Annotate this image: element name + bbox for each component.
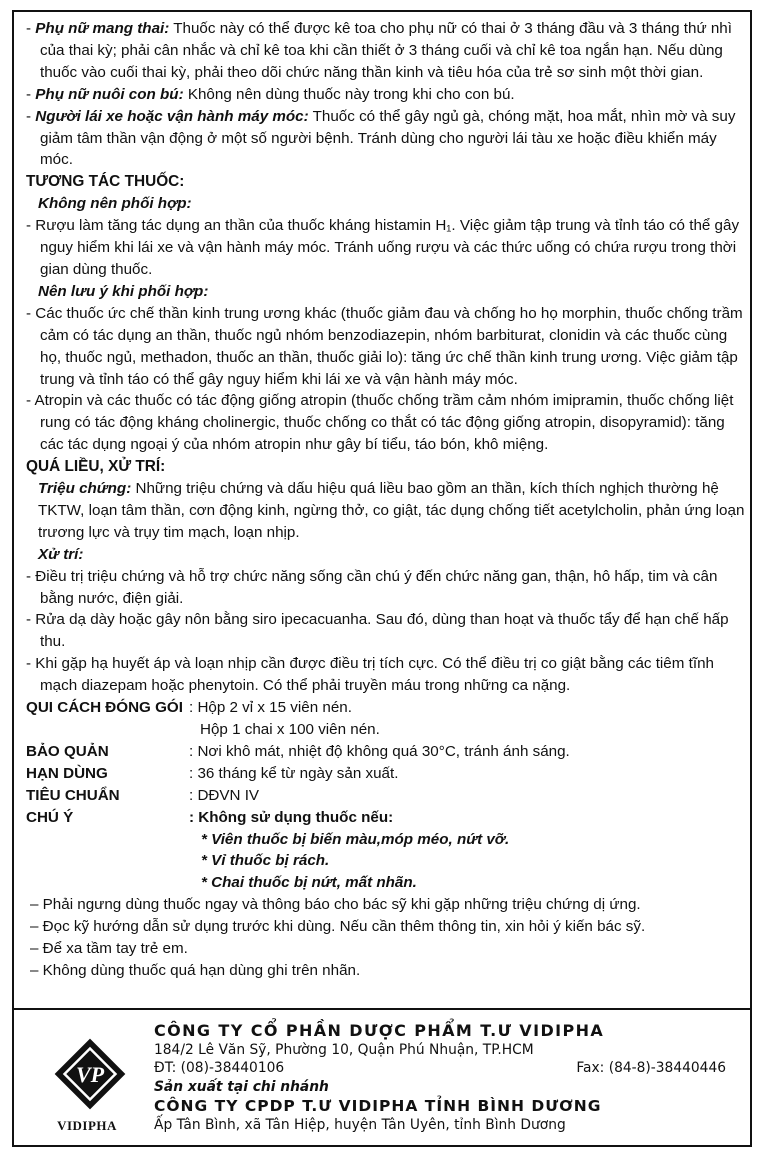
vidipha-logo-icon bbox=[52, 1036, 128, 1112]
treatment-heading: Xử trí: bbox=[38, 545, 84, 563]
expiry-label: HẠN DÙNG bbox=[26, 764, 108, 782]
note-item-3: * Chai thuốc bị nứt, mất nhãn. bbox=[201, 874, 417, 892]
caution-item-2: - Atropin và các thuốc có tác động giống atropin (thuốc chống trầm cảm nhóm imipramin, thuốc chống liệt rung có tác động kháng cholinergic, thuốc chống co thắt có tác động giống atropin, disopyramid): tăng các tác dụng ngoại ý của nhóm atropin như gây bí tiểu, táo bón, khô miệng. bbox=[26, 392, 734, 454]
branch-company: CÔNG TY CPDP T.Ư VIDIPHA TỈNH BÌNH DƯƠNG bbox=[154, 1096, 602, 1115]
branch-address: Ấp Tân Bình, xã Tân Hiệp, huyện Tân Uyên, tỉnh Bình Dương bbox=[154, 1116, 566, 1133]
warning-1: – Phải ngưng dùng thuốc ngay và thông báo cho bác sỹ khi gặp những triệu chứng dị ứng. bbox=[30, 896, 641, 914]
leaflet-content bbox=[26, 18, 746, 982]
nursing-paragraph: - Phụ nữ nuôi con bú: Không nên dùng thuốc này trong khi cho con bú. bbox=[26, 85, 515, 103]
no-combine-item: - Rượu làm tăng tác dụng an thần của thuốc kháng histamin H₁. Việc giảm tập trung và tỉnh táo có thể gây nguy hiểm khi lái xe và vận hành máy móc. Tránh uống rượu và các thức uống có chứa rượu trong thời gian dùng thuốc. bbox=[26, 217, 740, 278]
caution-item-1: - Các thuốc ức chế thần kinh trung ương khác (thuốc giảm đau và chống ho họ morphin, thuốc chống trầm cảm có tác dụng an thần, thuốc ngủ nhóm benzodiazepin, nhóm barbiturat, clonidin và các thuốc cùng họ, thuốc ngủ, methadon, thuốc an thần, thuốc giải lo): tăng ức chế thần kinh trung ương. Việc giảm tập trung và tỉnh táo có thể gây nguy hiểm khi lái xe và vận hành máy móc. bbox=[26, 304, 743, 388]
symptoms-text: Những triệu chứng và dấu hiệu quá liều bao gồm an thần, kích thích nghịch thường hệ TKTW, loạn tâm thần, cơn động kinh, ngừng thở, co giật, tác dụng chống tiết acetylcholin, phản ứng loạn trương lực và trụy tim mạch, loạn nhịp. bbox=[38, 480, 745, 541]
treatment-item-2: - Rửa dạ dày hoặc gây nôn bằng siro ipecacuanha. Sau đó, dùng than hoạt và thuốc tẩy để hạn chế hấp thu. bbox=[26, 611, 729, 651]
storage-value: : Nơi khô mát, nhiệt độ không quá 30°C, tránh ánh sáng. bbox=[189, 742, 570, 760]
phone-number: ĐT: (08)-38440106 bbox=[154, 1060, 285, 1077]
specs-table bbox=[26, 697, 746, 828]
pregnancy-paragraph: - Phụ nữ mang thai: Thuốc này có thể được kê toa cho phụ nữ có thai ở 3 tháng đầu và 3 tháng thứ nhì của thai kỳ; phải cân nhắc và chỉ kê toa khi cần thiết ở 3 tháng cuối và chỉ kê toa ngắn hạn. Nếu dùng thuốc vào cuối thai kỳ, phải theo dõi chức năng thần kinh và tiêu hóa của trẻ sơ sinh một thời gian. bbox=[26, 20, 732, 81]
interactions-heading: TƯƠNG TÁC THUỐC: bbox=[26, 173, 185, 191]
nursing-text: Không nên dùng thuốc này trong khi cho con bú. bbox=[183, 85, 515, 103]
pregnancy-label: Phụ nữ mang thai: bbox=[35, 20, 170, 37]
warning-2: – Đọc kỹ hướng dẫn sử dụng trước khi dùng. Nếu cần thêm thông tin, xin hỏi ý kiến bác sỹ. bbox=[30, 918, 646, 936]
manufacturer-footer bbox=[12, 1010, 752, 1147]
symptoms-label: Triệu chứng: bbox=[38, 480, 132, 498]
expiry-value: : 36 tháng kể từ ngày sản xuất. bbox=[189, 764, 399, 782]
no-combine-heading: Không nên phối hợp: bbox=[38, 195, 192, 213]
standard-label: TIÊU CHUẨN bbox=[26, 786, 120, 804]
company-name: CÔNG TY CỔ PHẦN DƯỢC PHẨM T.Ư VIDIPHA bbox=[154, 1021, 605, 1040]
company-block bbox=[154, 1022, 744, 1134]
storage-label: BẢO QUẢN bbox=[26, 742, 109, 760]
note-label: CHÚ Ý bbox=[26, 808, 74, 826]
warning-4: – Không dùng thuốc quá hạn dùng ghi trên nhãn. bbox=[30, 961, 361, 979]
packaging-value-1: : Hộp 2 vỉ x 15 viên nén. bbox=[189, 699, 352, 717]
logo-letters: VP bbox=[75, 1062, 105, 1087]
caution-heading: Nên lưu ý khi phối hợp: bbox=[38, 282, 209, 300]
drivers-label: Người lái xe hoặc vận hành máy móc: bbox=[35, 107, 309, 125]
packaging-label: QUI CÁCH ĐÓNG GÓI bbox=[26, 699, 183, 717]
packaging-value-2: Hộp 1 chai x 100 viên nén. bbox=[200, 721, 380, 738]
standard-value: : DĐVN IV bbox=[189, 786, 260, 804]
treatment-item-3: - Khi gặp hạ huyết áp và loạn nhịp cần được điều trị tích cực. Có thể điều trị co giật bằng các tiêm tĩnh mạch diazepam hoặc phenytoin. Có thể phải truyền máu trong những ca nặng. bbox=[26, 655, 714, 695]
overdose-heading: QUÁ LIỀU, XỬ TRÍ: bbox=[26, 458, 166, 476]
pregnancy-text: Thuốc này có thể được kê toa cho phụ nữ có thai ở 3 tháng đầu và 3 tháng thứ nhì của thai kỳ; phải cân nhắc và chỉ kê toa khi cần thiết ở 3 tháng cuối và chỉ kê toa ngắn hạn. Nếu dùng thuốc vào cuối thai kỳ, phải theo dõi chức năng thần kinh và tiêu hóa của trẻ sơ sinh một thời gian. bbox=[40, 20, 732, 81]
note-item-2: * Vỉ thuốc bị rách. bbox=[201, 852, 330, 870]
fax-number: Fax: (84-8)-38440446 bbox=[576, 1060, 726, 1077]
note-value: : Không sử dụng thuốc nếu: bbox=[189, 808, 394, 826]
symptoms-paragraph bbox=[26, 478, 746, 544]
note-item-1: * Viên thuốc bị biến màu,móp méo, nứt vỡ. bbox=[201, 830, 510, 848]
drivers-paragraph: - Người lái xe hoặc vận hành máy móc: Thuốc có thể gây ngủ gà, chóng mặt, hoa mắt, nhìn mờ và suy giảm tâm thần vận động ở một số người bệnh. Tránh dùng cho người lái tàu xe hoặc điều khiển máy móc. bbox=[26, 107, 736, 169]
drivers-text: Thuốc có thể gây ngủ gà, chóng mặt, hoa mắt, nhìn mờ và suy giảm tâm thần vận động ở một số người bệnh. Tránh dùng cho người lái tàu xe hoặc điều khiển máy móc. bbox=[40, 107, 736, 169]
contact-row bbox=[154, 1059, 744, 1078]
treatment-item-1: - Điều trị triệu chứng và hỗ trợ chức năng sống cần chú ý đến chức năng gan, thận, hô hấp, tim và cân bằng nước, điện giải. bbox=[26, 567, 718, 607]
warning-3: – Để xa tầm tay trẻ em. bbox=[30, 940, 188, 958]
brand-name: VIDIPHA bbox=[57, 1118, 117, 1133]
nursing-label: Phụ nữ nuôi con bú: bbox=[35, 85, 184, 103]
branch-label: Sản xuất tại chi nhánh bbox=[154, 1079, 329, 1096]
company-address: 184/2 Lê Văn Sỹ, Phường 10, Quận Phú Nhuận, TP.HCM bbox=[154, 1041, 534, 1058]
